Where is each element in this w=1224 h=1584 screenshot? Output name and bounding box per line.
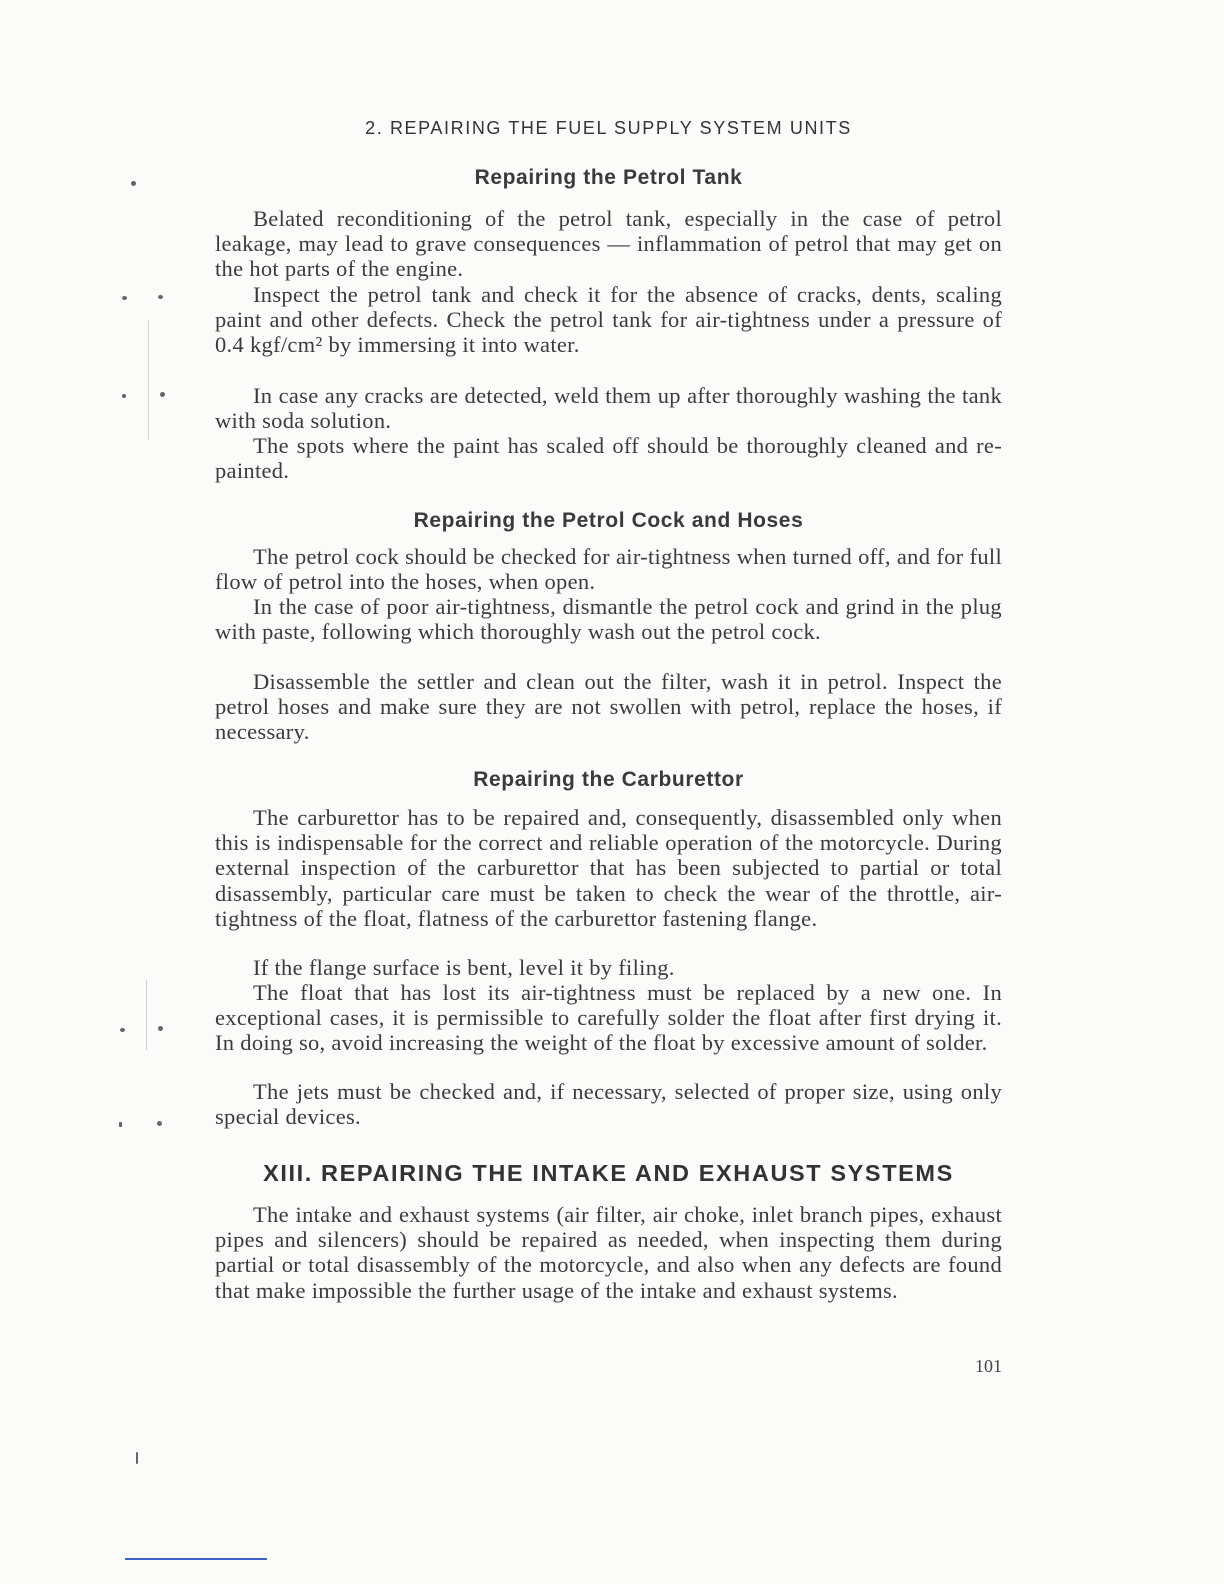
paragraph: If the flange surface is bent, level it by filing. <box>253 955 675 980</box>
margin-line <box>146 980 147 1050</box>
chapter-title: XIII. REPAIRING THE INTAKE AND EXHAUST SYSTEMS <box>263 1160 954 1186</box>
paragraph: Disassemble the settler and clean out the filter, wash it in petrol. Inspect the petrol hoses and make sure they are not swollen with petrol, replace the hoses, if necessary. <box>215 669 1002 745</box>
subsection-title-petrol-cock: Repairing the Petrol Cock and Hoses <box>413 509 804 532</box>
paragraph: The petrol cock should be checked for air-tightness when turned off, and for full flow of petrol into the hoses, when open. <box>215 544 1002 595</box>
margin-dot <box>158 295 163 299</box>
paragraph: The spots where the paint has scaled off should be thoroughly cleaned and re-painted. <box>215 433 1002 484</box>
paragraph: The jets must be checked and, if necessary, selected of proper size, using only special devices. <box>215 1079 1002 1130</box>
paragraph: The float that has lost its air-tightness must be replaced by a new one. In exceptional cases, it is permissible to carefully solder the float after first drying it. In doing so, avoid increasing the weight of the float by excessive amount of solder. <box>215 980 1002 1056</box>
margin-dot <box>157 1121 162 1126</box>
margin-line <box>148 320 149 440</box>
paragraph: The carburettor has to be repaired and, consequently, disassembled only when this is indispensable for the correct and reliable operation of the motorcycle. During external inspection of the carburettor that has been subjected to partial or total disassembly, particular care must be taken to check the wear of the throttle, air-tightness of the float, flatness of the carburettor fastening flange. <box>215 805 1002 931</box>
paragraph: Belated reconditioning of the petrol tank, especially in the case of petrol leakage, may lead to grave consequences — inflammation of petrol that may get on the hot parts of the engine. <box>215 206 1002 282</box>
paragraph: In case any cracks are detected, weld them up after thoroughly washing the tank with soda solution. <box>215 383 1002 434</box>
margin-dot <box>119 1122 122 1127</box>
paragraph: Inspect the petrol tank and check it for the absence of cracks, dents, scaling paint and other defects. Check the petrol tank for air-tightness under a pressure of 0.4 kgf/cm² by immersing it into water. <box>215 282 1002 358</box>
subsection-title-petrol-tank: Repairing the Petrol Tank <box>474 166 743 189</box>
margin-dot <box>158 1026 163 1031</box>
paragraph: The intake and exhaust systems (air filter, air choke, inlet branch pipes, exhaust pipes and silencers) should be repaired as needed, when inspecting them during partial or total disassembly of the motorcycle, and also when any defects are found that make impossible the further usage of the intake and exhaust systems. <box>215 1202 1002 1303</box>
margin-dot <box>136 1452 138 1464</box>
paragraph: In the case of poor air-tightness, dismantle the petrol cock and grind in the plug with paste, following which thoroughly wash out the petrol cock. <box>215 594 1002 645</box>
margin-dot <box>120 1028 125 1032</box>
page-number: 101 <box>975 1356 1002 1376</box>
footer-rule <box>125 1558 267 1560</box>
section-heading: 2. REPAIRING THE FUEL SUPPLY SYSTEM UNITS <box>365 118 852 138</box>
margin-dot <box>122 296 127 300</box>
margin-dot <box>160 392 165 397</box>
margin-dot <box>122 394 126 398</box>
subsection-title-carburettor: Repairing the Carburettor <box>473 768 744 791</box>
margin-dot <box>131 181 136 186</box>
